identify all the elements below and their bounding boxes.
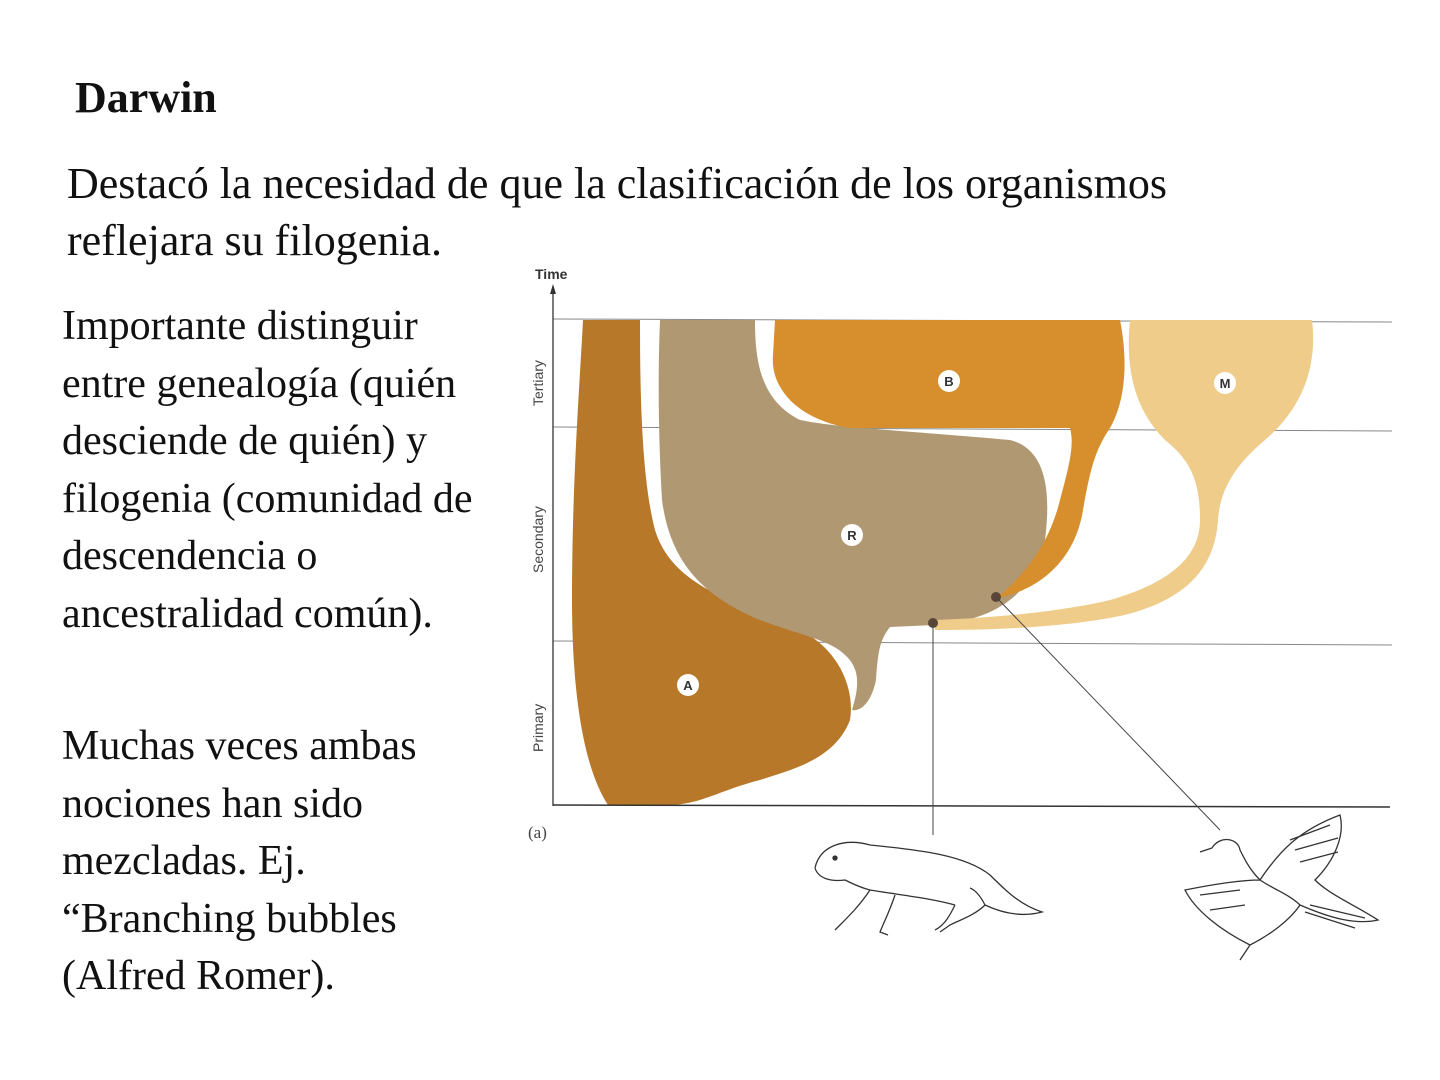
time-axis-arrow-icon (550, 284, 556, 294)
label-m (1214, 372, 1236, 394)
figure-caption: (a) (528, 823, 547, 842)
pointer-line-bird (996, 597, 1220, 830)
time-axis-label: Time (535, 266, 568, 282)
baseline-axis (553, 805, 1390, 807)
period-label-tertiary: Tertiary (530, 360, 546, 406)
intro-text: Destacó la necesidad de que la clasificación de los organismos reflejara su filogenia. (67, 159, 1168, 265)
mammal-like-reptile-illustration (815, 842, 1042, 935)
label-a (677, 674, 699, 696)
slide-title: Darwin (75, 73, 217, 122)
svg-text:A: A (683, 678, 693, 693)
paragraph-romer: Muchas veces ambas nociones han sido mezcladas. Ej. “Branching bubbles (Alfred Romer). (62, 723, 417, 999)
period-label-primary: Primary (530, 703, 546, 752)
period-label-secondary: Secondary (530, 506, 546, 573)
svg-text:M: M (1219, 376, 1231, 391)
paragraph-genealogy: Importante distinguir entre genealogía (quién desciende de quién) y filogenia (comunidad de descendencia o ancestralidad común). (62, 303, 473, 637)
svg-text:B: B (944, 374, 954, 389)
svg-text:R: R (847, 528, 857, 543)
label-r (841, 524, 863, 546)
archaeopteryx-illustration (1185, 815, 1378, 960)
label-b (938, 370, 960, 392)
